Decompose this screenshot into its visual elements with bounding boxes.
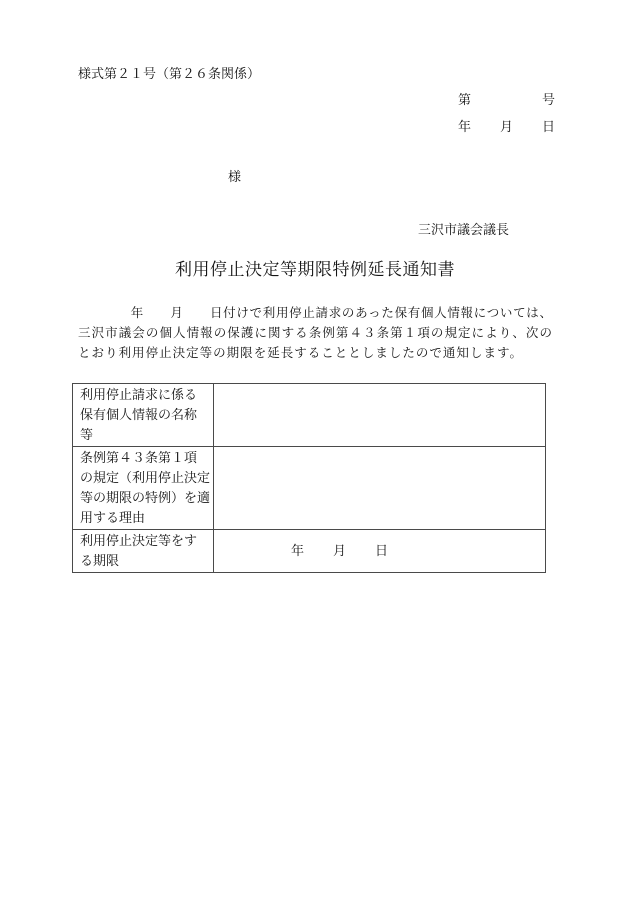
table-row (73, 447, 546, 530)
document-number-line: 第 号 (458, 93, 557, 108)
body-line: とおり利用停止決定等の期限を延長することとしましたので通知します。 (78, 345, 522, 360)
form-number: 様式第２１号（第２６条関係） (78, 67, 261, 82)
body-line: 三沢市議会の個人情報の保護に関する条例第４３条第１項の規定により、次の (78, 325, 552, 340)
extension-details-table (72, 383, 546, 573)
body-line: 年 月 日付けで利用停止請求のあった保有個人情報については、 (78, 305, 552, 320)
notice-body (78, 303, 552, 363)
issue-date-line: 年 月 日 (458, 120, 557, 135)
recipient-honorific: 様 (228, 170, 242, 185)
row-value-personal-info-name (214, 384, 546, 447)
row-label-deadline: 利用停止決定等をす る期限 (73, 530, 214, 573)
document-title: 利用停止決定等期限特例延長通知書 (175, 260, 455, 280)
row-label-reason: 条例第４３条第１項 の規定（利用停止決定 等の期限の特例）を適 用する理由 (73, 447, 214, 530)
table-row (73, 384, 546, 447)
row-value-reason (214, 447, 546, 530)
sender-title: 三沢市議会議長 (418, 223, 510, 238)
table-row (73, 530, 546, 573)
row-label-personal-info-name: 利用停止請求に係る 保有個人情報の名称 等 (73, 384, 214, 447)
row-value-deadline-date: 年 月 日 (214, 530, 546, 573)
